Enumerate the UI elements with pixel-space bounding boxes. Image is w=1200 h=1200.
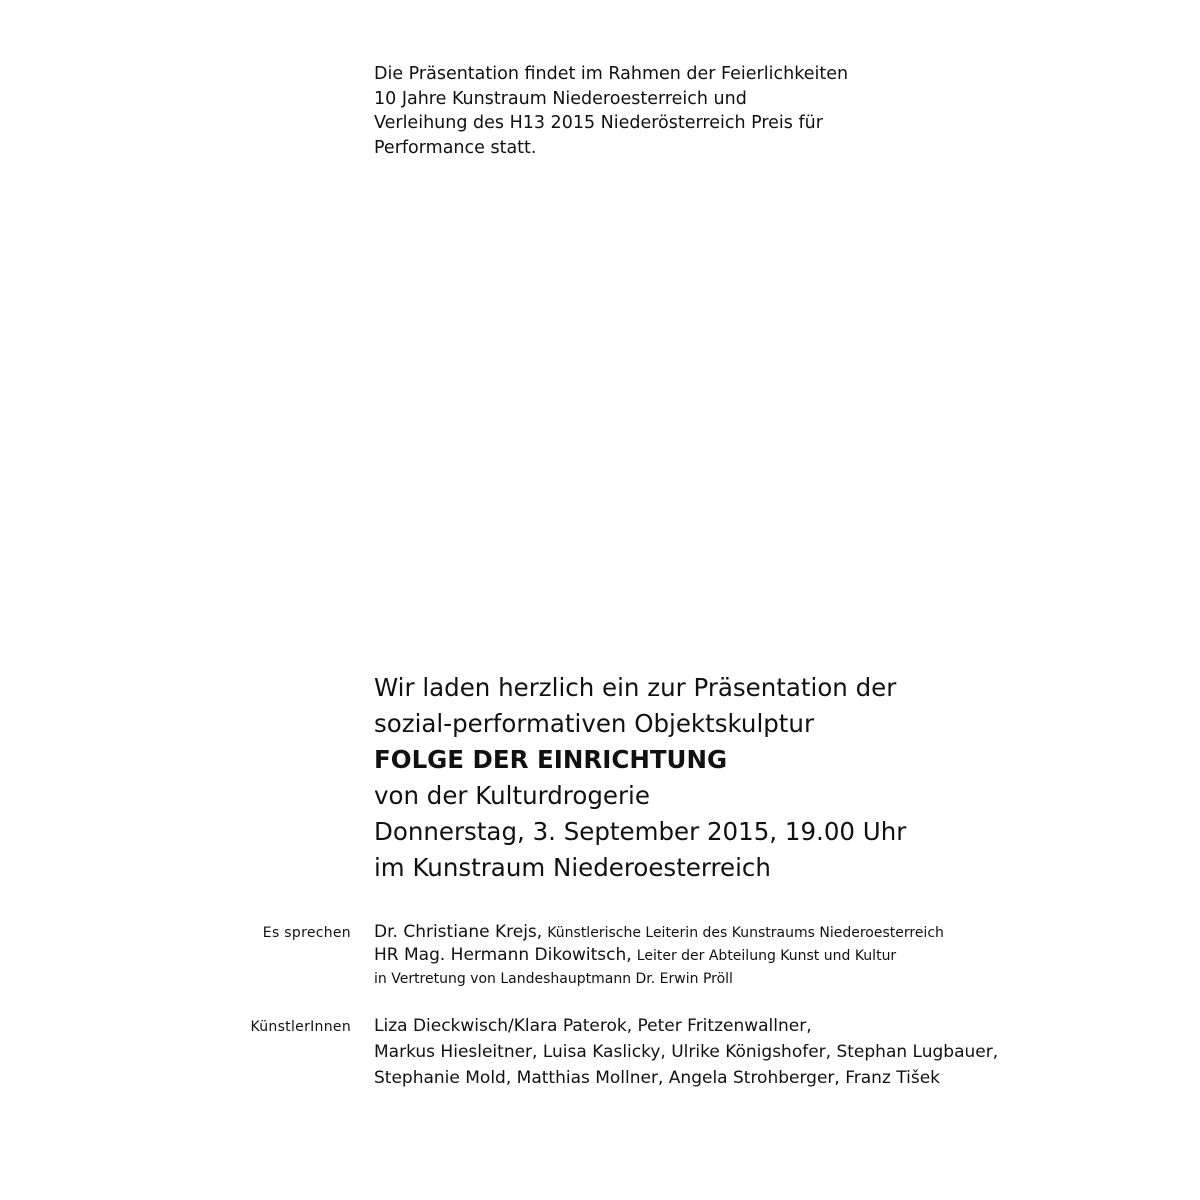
speaker-role: Künstlerische Leiterin des Kunstraums Niederoesterreich (547, 925, 944, 941)
speaker-row (0, 945, 1200, 968)
intro-line: Verleihung des H13 2015 Niederösterreich Preis für (374, 113, 823, 133)
invitation-block (374, 670, 1134, 886)
artists-line: Liza Dieckwisch/Klara Paterok, Peter Fritzenwallner, (374, 1016, 812, 1036)
intro-paragraph (374, 62, 974, 160)
speakers-label: Es sprechen (262, 925, 351, 941)
intro-line: Die Präsentation findet im Rahmen der Feierlichkeiten (374, 64, 849, 84)
invitation-line: Wir laden herzlich ein zur Präsentation der (374, 673, 897, 702)
event-datetime: Donnerstag, 3. September 2015, 19.00 Uhr (374, 817, 907, 846)
artists-line: Stephanie Mold, Matthias Mollner, Angela Strohberger, Franz Tišek (374, 1068, 941, 1088)
speakers-section (0, 922, 1200, 990)
artists-line: Markus Hiesleitner, Luisa Kaslicky, Ulrike Königshofer, Stephan Lugbauer, (374, 1042, 999, 1062)
speaker-note-row (0, 968, 1200, 990)
speaker-name: HR Mag. Hermann Dikowitsch, (374, 945, 632, 965)
artists-row (0, 1068, 1200, 1094)
speaker-row (0, 922, 1200, 945)
artists-section (0, 1016, 1200, 1094)
speaker-name: Dr. Christiane Krejs, (374, 922, 543, 942)
artists-row (0, 1016, 1200, 1042)
artists-label: KünstlerInnen (250, 1019, 351, 1035)
artwork-title: FOLGE DER EINRICHTUNG (374, 745, 728, 774)
artists-row (0, 1042, 1200, 1068)
speaker-note: in Vertretung von Landeshauptmann Dr. Erwin Pröll (374, 971, 733, 987)
event-venue: im Kunstraum Niederoesterreich (374, 853, 771, 882)
intro-line: Performance statt. (374, 137, 537, 158)
speaker-role: Leiter der Abteilung Kunst und Kultur (636, 948, 897, 964)
invitation-line: sozial-performativen Objektskulptur (374, 709, 815, 738)
intro-line: 10 Jahre Kunstraum Niederoesterreich und (374, 88, 747, 109)
invitation-line: von der Kulturdrogerie (374, 781, 650, 810)
